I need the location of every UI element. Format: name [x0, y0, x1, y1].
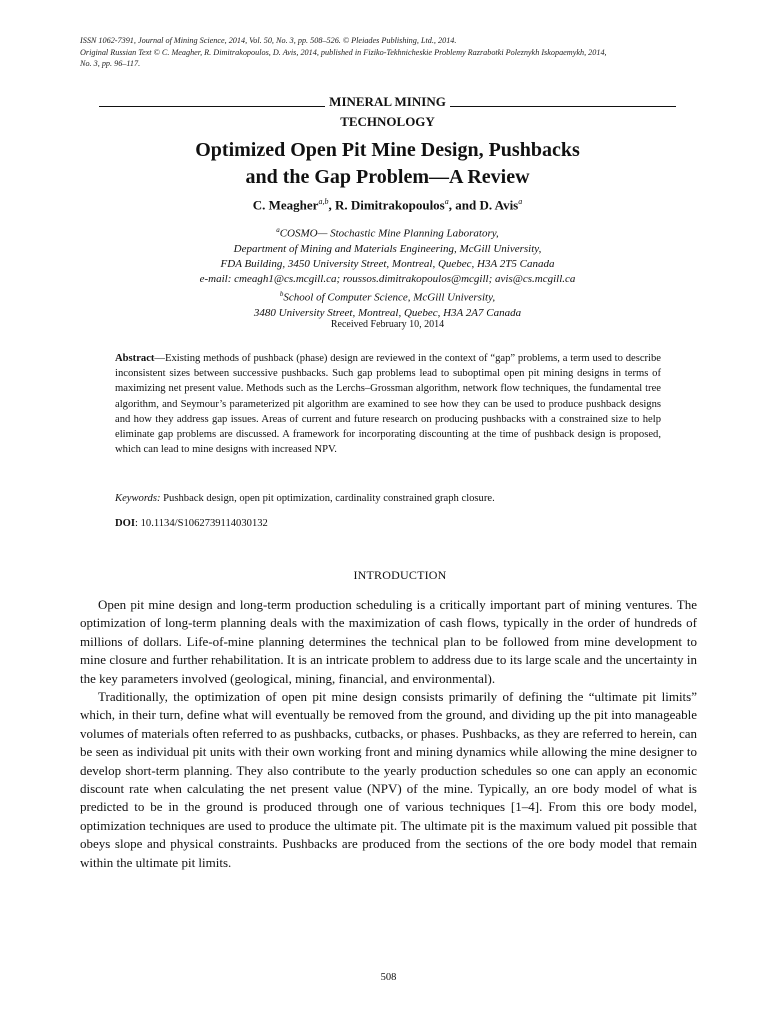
affiliations — [80, 223, 695, 322]
section-rule-left — [99, 106, 325, 107]
affiliation-line5 — [80, 287, 695, 306]
keywords-text: Pushback design, open pit optimization, cardinality constrained graph closure. — [160, 493, 495, 504]
abstract-label: Abstract — [115, 353, 155, 364]
abstract — [115, 351, 661, 457]
section-label-line1: MINERAL MINING — [329, 94, 446, 110]
keywords — [115, 491, 661, 506]
author-separator-2: , and — [448, 197, 480, 213]
affiliation-b-school: School of Computer Science, McGill University, — [283, 292, 496, 305]
journal-header — [80, 35, 700, 70]
introduction-body — [80, 596, 697, 872]
author-3-affil: a — [518, 197, 523, 206]
affiliation-a-lab: COSMO— Stochastic Mine Planning Laboratory, — [279, 227, 499, 240]
introduction-heading: INTRODUCTION — [353, 568, 447, 582]
paragraph: Open pit mine design and long-term production scheduling is a critically important part of mining ventures. The optimization of long-term planning deals with the maximization of cash flows, typically in the order of hundreds of millions of dollars. Life-of-mine planning determines the technical plan to be followed from mine development to mine closure and further rehabilitation. It is an intricate problem to address due to its large scale and the uncertainty in the key parameters involved (geological, mining, financial, and environmental). — [80, 597, 697, 686]
affiliation-line1 — [80, 223, 695, 242]
keywords-label: Keywords: — [115, 493, 161, 504]
author-3: D. Avis — [479, 197, 519, 213]
section-heading — [80, 91, 695, 132]
affiliation-line2: Department of Mining and Materials Engineering, McGill University, — [233, 242, 542, 255]
author-2-affil: a — [444, 197, 449, 206]
affiliation-line3: FDA Building, 3450 University Street, Montreal, Quebec, H3A 2T5 Canada — [220, 258, 555, 271]
paragraph: Traditionally, the optimization of open pit mine design consists primarily of defining the “ultimate pit limits” which, in their turn, define what will eventually be removed from the ground, and dividing up the pit into manageable volumes of materials often referred to as pushbacks, cutbacks, or phases. Pushbacks, as they are referred to herein, can be seen as individual pit units with their own working front and mining dynamics while allowing the mine designer to develop short-term planning. They also contribute to the yearly production schedules so one can apply an economic discount rate when calculating the net present value (NPV) of the mine. Typically, an ore body model of what is predicted to be in the ground is produced through one of various techniques [1–4]. From this ore body model, optimization techniques are used to produce the ultimate pit. The ultimate pit is the maximum valued pit possible that obeys slope and physical constraints. Pushbacks are produced from the sections of the ore body model that remain within the ultimate pit limits. — [80, 689, 697, 870]
author-list — [80, 193, 695, 214]
journal-header-line2: Original Russian Text © C. Meagher, R. Dimitrakopoulos, D. Avis, 2014, published in Fiziko-Tekhnicheskie Problemy Razrabotki Poleznykh Iskopaemykh, 2014, — [80, 47, 607, 57]
author-separator-1: , — [328, 197, 335, 213]
author-2: R. Dimitrakopoulos — [334, 197, 445, 213]
affiliation-b-marker: b — [279, 290, 284, 299]
affiliation-emails: e-mail: cmeagh1@cs.mcgill.ca; roussos.dimitrakopoulos@mcgill; avis@cs.mcgill.ca — [199, 273, 576, 286]
abstract-text: —Existing methods of pushback (phase) design are reviewed in the context of “gap” problems, a term used to describe inconsistent sizes between successive pushbacks. Such gap problems lead to suboptimal open pit mining designs in terms of maximizing net present value. Methods such as the Lerchs–Grossman algorithm, network flow techniques, the fundamental tree algorithm, and Seymour’s parameterized pit algorithm are examined to see how they can be used to produce pushback designs and how they address gap issues. Areas of current and future research on producing pushbacks with a constrained size to help eliminate gap problems are discussed. A framework for incorporating discounting at the time of pushback design is proposed, which can lead to mine designs with increased NPV. — [115, 353, 661, 456]
journal-header-line1: ISSN 1062-7391, Journal of Mining Science, 2014, Vol. 50, No. 3, pp. 508–526. © Pleiades Publishing, Ltd., 2014. — [80, 36, 457, 45]
paper-title — [80, 137, 695, 191]
page-number: 508 — [380, 972, 397, 983]
paper-title-line1: Optimized Open Pit Mine Design, Pushbacks — [195, 139, 580, 161]
section-label-line2: TECHNOLOGY — [340, 114, 435, 130]
doi-value: : 10.1134/S1062739114030132 — [135, 518, 268, 529]
doi — [115, 516, 661, 531]
author-1-affil: a,b — [318, 197, 329, 206]
received-date: Received February 10, 2014 — [330, 319, 445, 330]
affiliation-line6: 3480 University Street, Montreal, Quebec, H3A 2A7 Canada — [253, 307, 522, 320]
affiliation-a-marker: a — [276, 226, 280, 234]
paper-title-line2: and the Gap Problem—A Review — [245, 166, 530, 188]
section-rule-right — [450, 106, 676, 107]
author-1: C. Meagher — [252, 197, 319, 213]
doi-label: DOI — [115, 518, 136, 529]
journal-header-line3: No. 3, pp. 96–117. — [80, 59, 141, 68]
